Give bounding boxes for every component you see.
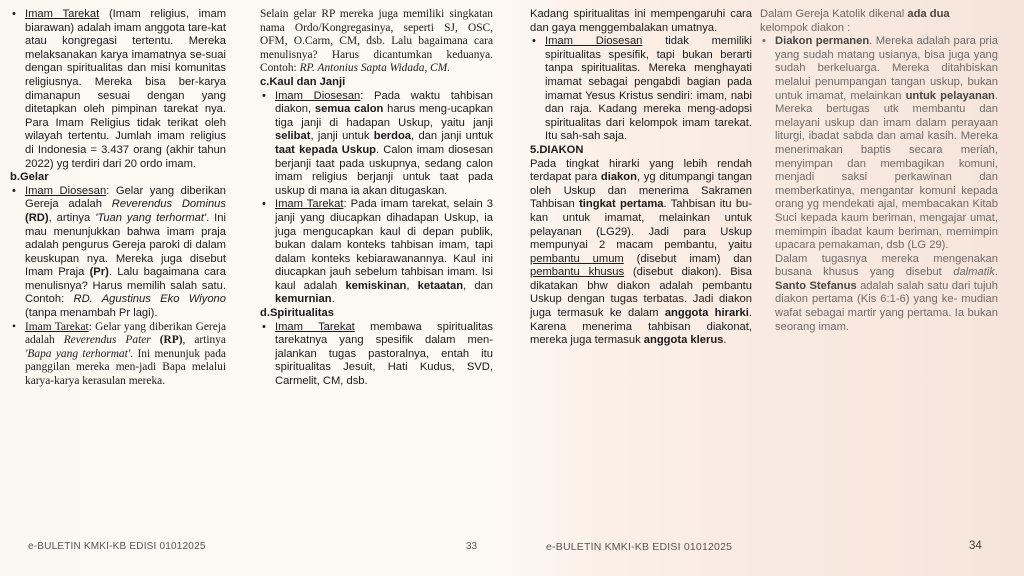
spiritualitas-heading: d.Spiritualitas bbox=[260, 307, 334, 320]
gelar-tarekat-item: • Imam Tarekat: Gelar yang diberikan Gereja adalah Reverendus Pater (RP), artinya 'Bapa yang terhormat'. Ini menunjuk pada panggilan mereka men-jadi Bapa melalui karya-karya kerasulan mereka. bbox=[10, 321, 226, 389]
kaul-diosesan-item: • Imam Diosesan: Pada waktu tahbisan diakon, semua calon harus meng-ucapkan tiga janji di hadapan Uskup, yaitu janji selibat, janji untuk berdoa, dan janji untuk taat kepada Uskup. Calon imam diosesan berjanji taat pada uskupnya, sedang calon imam religius berjanji untuk taat pada uskup di mana ia akan ditugaskan. bbox=[260, 90, 493, 199]
page-34-column-4 bbox=[760, 8, 998, 334]
page-33-column-1 bbox=[10, 8, 226, 389]
page-34-number: 34 bbox=[969, 540, 982, 552]
spiritualitas-tarekat-item: • Imam Tarekat membawa spiritualitas tarekatnya yang spesifik dalam men-jalankan tugas pastoralnya, entah itu spiritualitas Jesuit, Hati Kudus, SVD, Carmelit, CM, dsb. bbox=[260, 321, 493, 389]
kaul-tarekat-item: • Imam Tarekat: Pada imam tarekat, selain 3 janji yang diucapkan dihadapan Uskup, ia juga mengucapkan kaul di depan publik, bukan dalam konteks tahbisan imam, tapi dalam konteks kebiarawanannya. Kaul ini diucapkan jauh sebelum tahbisan imam. Isi kaul adalah kemiskinan, ketaatan, dan kemurnian. bbox=[260, 198, 493, 307]
diakon-paragraph: Pada tingkat hirarki yang lebih rendah terdapat para diakon, yg ditumpangi tangan oleh Uskup dan menerima Sakramen Tahbisan tingkat pertama. Tahbisan itu bu-kan untuk imamat, melainkan untuk pelayanan (LG29). Jadi para Uskup mempunyai 2 macam pembantu, yaitu pembantu umum (disebut imam) dan pembantu khusus (disebut diakon). Bisa dikatakan bhw diakon adalah pembantu Uskup dengan tugas terbatas. Jadi diakon juga termasuk ke dalam anggota hirarki. Karena menerima tahbisan diakonat, mereka juga termasuk anggota klerus. bbox=[530, 157, 753, 347]
spiritualitas-diosesan-item: • Imam Diosesan tidak memiliki spiritualitas spesifik, tapi bukan berarti tanpa spiritualitas. Mereka menghayati imamat sebagai pengabdi bagian pada imamat Yesus Kristus sendiri: imam, nabi dan raja. Kadang mereka meng-adopsi spiritualitas dari kelompok imam tarekat. Itu sah-sah saja. bbox=[530, 35, 752, 144]
imam-tarekat-item: • Imam Tarekat (Imam religius, imam biarawan) adalah imam anggota tare-kat atau kongregasi tertentu. Mereka melaksanakan karya imamatnya se-suai dengan spiritualitas dan misi komunitas religiusnya. Mereka bisa ber-karya dimanapun sesuai dengan yang ditetapkan oleh pimpinan tarekat nya. Para Imam Religius tidak terikat oleh wilayah tertentu. Jumlah imam religius di Indonesia = 3.437 orang (akhir tahun 2022) yg terdiri dari 20 ordo imam. bbox=[10, 8, 226, 171]
page-34-column-3 bbox=[530, 8, 752, 348]
page-33-number: 33 bbox=[466, 541, 478, 552]
page-34-footer: e-BULETIN KMKI-KB EDISI 01012025 bbox=[546, 541, 733, 553]
spiritualitas-continuation: Kadang spiritualitas ini mempengaruhi cara dan gaya menggembalakan umatnya. bbox=[530, 8, 752, 34]
diakon-heading: 5.DIAKON bbox=[530, 143, 584, 156]
gelar-diosesan-item: • Imam Diosesan: Gelar yang diberikan Gereja adalah Reverendus Dominus (RD), artinya 'Tuan yang terhormat'. Ini mau menunjukkan bahwa imam praja adalah pengurus Gereja paroki di dalam keuskupan nya. Mereka juga disebut Imam Praja (Pr). Lalu bagaimana cara menulisnya? Harus memilih salah satu. Contoh: RD. Agustinus Eko Wiyono (tanpa menambah Pr lagi). bbox=[10, 185, 226, 321]
gelar-heading: b.Gelar bbox=[10, 171, 49, 184]
imam-tarekat-term: Imam Tarekat bbox=[25, 8, 100, 20]
gelar-continuation: Selain gelar RP mereka juga memiliki singkatan nama Ordo/Kongregasinya, seperti SJ, OSC, OFM, O.Carm, CM, dsb. Lalu bagaimana cara menulisnya? Harus dicantumkan keduanya. Contoh: RP. Antonius Sapta Widada, CM. bbox=[260, 8, 493, 75]
diakon-intro: Dalam Gereja Katolik dikenal ada dua kelompok diakon : bbox=[760, 8, 950, 34]
page-33-column-2 bbox=[260, 8, 493, 389]
kaul-heading: c.Kaul dan Janji bbox=[260, 75, 346, 88]
diakon-permanen-continuation: Dalam tugasnya mereka mengenakan busana khusus yang disebut dalmatik. Santo Stefanus adalah salah satu dari tujuh diakon pertama (Kis 6:1-6) yang ke- mudian wafat sebagai martir yang pertama. Ia bukan seorang imam. bbox=[775, 252, 998, 333]
diakon-permanen-item: • Diakon permanen. Mereka adalah para pria yang sudah matang usianya, bisa juga yang sudah berkeluarga. Mereka ditahbiskan melalui penumpangan tangan uskup, bukan untuk imamat, melainkan untuk pelayanan. Mereka bertugas utk membantu dan melayani uskup dan imam dalam perayaan liturgi, ibadat sabda dan amal kasih. Mereka menerimakan baptis secara meriah, menyimpan dan membagikan komuni, menjadi saksi perkawinan dan memberkatinya, mengantar komuni kepada orang yg mendekati ajal, membacakan Kitab Suci kepada kaum beriman, mengajar umat, memimpin ibadat kaum beriman, memimpin upacara pemakaman, dsb (LG 29). bbox=[760, 35, 998, 253]
page-34 bbox=[512, 0, 1024, 576]
page-33-footer: e-BULETIN KMKI-KB EDISI 01012025 bbox=[28, 541, 206, 552]
